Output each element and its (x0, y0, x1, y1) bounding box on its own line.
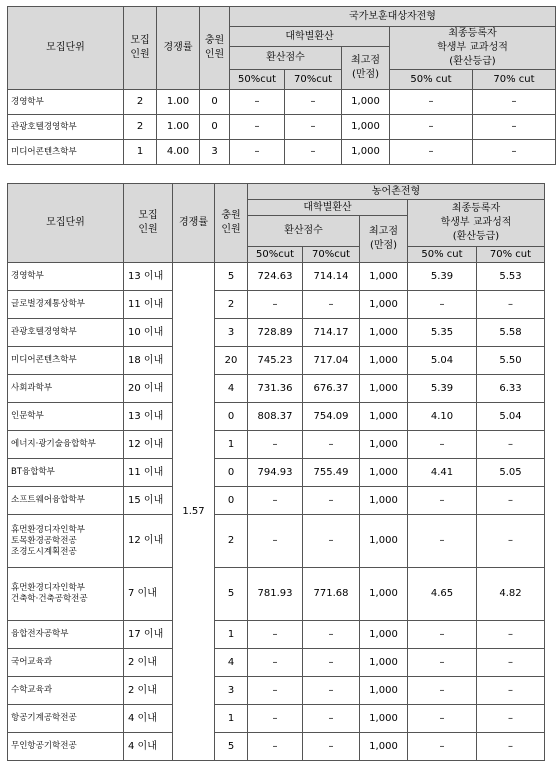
supplement: 1 (215, 431, 248, 459)
supplement: 4 (215, 375, 248, 403)
unit-name: 소프트웨어융합학부 (8, 487, 124, 515)
final-50-cut: – (408, 291, 477, 319)
unit-name: 융합전자공학부 (8, 621, 124, 649)
supplement: 4 (215, 649, 248, 677)
score-70-cut: 755.49 (303, 459, 360, 487)
table-row (8, 140, 556, 165)
unit-name: 무인항공기학전공 (8, 733, 124, 761)
final-50-cut: – (408, 733, 477, 761)
final-70-cut: – (477, 621, 545, 649)
score-70-cut: 754.09 (303, 403, 360, 431)
unit-name: BT융합학부 (8, 459, 124, 487)
max-score: 1,000 (360, 375, 408, 403)
supplement: 20 (215, 347, 248, 375)
final-70-cut: – (477, 677, 545, 705)
max-score: 1,000 (360, 263, 408, 291)
max-score: 1,000 (360, 431, 408, 459)
supplement: 0 (215, 487, 248, 515)
score-50-cut: 781.93 (248, 568, 303, 621)
max-score: 1,000 (342, 115, 390, 140)
table-row (8, 375, 545, 403)
header-quota: 모집 인원 (124, 184, 173, 263)
quota: 12 이내 (124, 515, 173, 568)
unit-name: 미디어콘텐츠학부 (8, 347, 124, 375)
unit-name: 휴먼환경디자인학부 건축학·건축공학전공 (8, 568, 124, 621)
table-row (8, 621, 545, 649)
unit-name: 국어교육과 (8, 649, 124, 677)
score-50-cut: 728.89 (248, 319, 303, 347)
header-70-cut: 70%cut (303, 247, 360, 263)
max-score: 1,000 (360, 459, 408, 487)
final-50-cut: 5.35 (408, 319, 477, 347)
quota: 10 이내 (124, 319, 173, 347)
max-score: 1,000 (360, 733, 408, 761)
max-score: 1,000 (360, 568, 408, 621)
max-score: 1,000 (360, 319, 408, 347)
score-70-cut: – (303, 291, 360, 319)
header-unit: 모집단위 (8, 7, 124, 90)
quota: 17 이내 (124, 621, 173, 649)
max-score: 1,000 (360, 621, 408, 649)
header-converted-score: 환산점수 (230, 47, 342, 70)
score-50-cut: – (230, 90, 285, 115)
table-row (8, 705, 545, 733)
score-50-cut: 731.36 (248, 375, 303, 403)
final-70-cut: – (477, 487, 545, 515)
quota: 4 이내 (124, 705, 173, 733)
score-50-cut: – (230, 115, 285, 140)
quota: 11 이내 (124, 291, 173, 319)
header-university-conversion: 대학별환산 (230, 27, 390, 47)
score-50-cut: – (248, 649, 303, 677)
header-admission-group: 농어촌전형 (248, 184, 545, 200)
final-70-cut: – (477, 515, 545, 568)
final-50-cut: 5.39 (408, 375, 477, 403)
supplement: 3 (215, 677, 248, 705)
final-50-cut: 5.39 (408, 263, 477, 291)
table-row (8, 568, 545, 621)
supplement: 2 (215, 515, 248, 568)
ratio: 4.00 (157, 140, 200, 165)
quota: 18 이내 (124, 347, 173, 375)
final-70-cut: 4.82 (477, 568, 545, 621)
score-70-cut: – (303, 705, 360, 733)
score-50-cut: – (248, 733, 303, 761)
max-score: 1,000 (360, 677, 408, 705)
final-50-cut: 5.04 (408, 347, 477, 375)
max-score: 1,000 (360, 649, 408, 677)
final-70-cut: – (473, 90, 556, 115)
supplement: 0 (215, 403, 248, 431)
final-50-cut: 4.10 (408, 403, 477, 431)
header-unit: 모집단위 (8, 184, 124, 263)
competition-ratio-merged: 1.57 (173, 263, 215, 761)
unit-name: 인문학부 (8, 403, 124, 431)
score-50-cut: – (248, 431, 303, 459)
score-70-cut: – (285, 90, 342, 115)
header-university-conversion: 대학별환산 (248, 200, 408, 216)
quota: 1 (124, 140, 157, 165)
header-supplement: 충원 인원 (200, 7, 230, 90)
supplement: 1 (215, 705, 248, 733)
table-row (8, 431, 545, 459)
header-ratio: 경쟁률 (157, 7, 200, 90)
score-50-cut: – (248, 705, 303, 733)
final-70-cut: 6.33 (477, 375, 545, 403)
quota: 13 이내 (124, 403, 173, 431)
header-final-70-cut: 70% cut (477, 247, 545, 263)
header-final-50-cut: 50% cut (390, 70, 473, 90)
final-70-cut: – (477, 431, 545, 459)
table-row (8, 115, 556, 140)
final-70-cut: 5.53 (477, 263, 545, 291)
score-70-cut: 714.14 (303, 263, 360, 291)
table-row (8, 347, 545, 375)
supplement: 3 (215, 319, 248, 347)
score-70-cut: – (303, 431, 360, 459)
final-70-cut: – (477, 649, 545, 677)
score-50-cut: 794.93 (248, 459, 303, 487)
table-row (8, 90, 556, 115)
final-70-cut: – (473, 115, 556, 140)
score-50-cut: – (230, 140, 285, 165)
max-score: 1,000 (360, 291, 408, 319)
table-row (8, 487, 545, 515)
quota: 2 이내 (124, 649, 173, 677)
quota: 2 이내 (124, 677, 173, 705)
score-50-cut: – (248, 291, 303, 319)
header-converted-score: 환산점수 (248, 216, 360, 247)
score-70-cut: – (303, 487, 360, 515)
header-max-score: 최고점 (만점) (342, 47, 390, 90)
unit-name: 에너지·광기술융합학부 (8, 431, 124, 459)
final-70-cut: – (473, 140, 556, 165)
unit-name: 경영학부 (8, 90, 124, 115)
header-max-score: 최고점 (만점) (360, 216, 408, 263)
final-50-cut: – (408, 515, 477, 568)
score-50-cut: 724.63 (248, 263, 303, 291)
final-70-cut: – (477, 733, 545, 761)
header-50-cut: 50%cut (230, 70, 285, 90)
header-ratio: 경쟁률 (173, 184, 215, 263)
score-70-cut: – (303, 515, 360, 568)
unit-name: 관광호텔경영학부 (8, 115, 124, 140)
final-50-cut: 4.65 (408, 568, 477, 621)
quota: 15 이내 (124, 487, 173, 515)
final-50-cut: – (408, 705, 477, 733)
table-row (8, 649, 545, 677)
table-row (8, 263, 545, 291)
unit-name: 수학교육과 (8, 677, 124, 705)
final-70-cut: – (477, 291, 545, 319)
ratio: 1.00 (157, 90, 200, 115)
supplement: 0 (200, 90, 230, 115)
score-70-cut: 771.68 (303, 568, 360, 621)
final-50-cut: – (390, 115, 473, 140)
max-score: 1,000 (360, 515, 408, 568)
header-final-registrant: 최종등록자 학생부 교과성적 (환산등급) (408, 200, 545, 247)
final-50-cut: – (390, 90, 473, 115)
quota: 4 이내 (124, 733, 173, 761)
score-70-cut: – (303, 733, 360, 761)
max-score: 1,000 (360, 403, 408, 431)
supplement: 1 (215, 621, 248, 649)
supplement: 5 (215, 263, 248, 291)
supplement: 2 (215, 291, 248, 319)
final-50-cut: – (408, 431, 477, 459)
table-row (8, 403, 545, 431)
quota: 11 이내 (124, 459, 173, 487)
score-70-cut: 714.17 (303, 319, 360, 347)
final-50-cut: – (408, 649, 477, 677)
quota: 7 이내 (124, 568, 173, 621)
quota: 2 (124, 115, 157, 140)
supplement: 5 (215, 733, 248, 761)
unit-name: 글로벌경제통상학부 (8, 291, 124, 319)
table-row (8, 459, 545, 487)
score-70-cut: – (303, 677, 360, 705)
final-50-cut: – (408, 621, 477, 649)
final-70-cut: 5.58 (477, 319, 545, 347)
table-row (8, 291, 545, 319)
veterans-admission-table (7, 6, 556, 165)
unit-name: 미디어콘텐츠학부 (8, 140, 124, 165)
score-70-cut: 717.04 (303, 347, 360, 375)
max-score: 1,000 (360, 487, 408, 515)
unit-name: 휴먼환경디자인학부 토목환경공학전공 조경도시계획전공 (8, 515, 124, 568)
supplement: 3 (200, 140, 230, 165)
score-70-cut: – (303, 621, 360, 649)
table-row (8, 677, 545, 705)
unit-name: 항공기계공학전공 (8, 705, 124, 733)
score-50-cut: – (248, 515, 303, 568)
header-admission-group: 국가보훈대상자전형 (230, 7, 556, 27)
table-row (8, 319, 545, 347)
supplement: 0 (215, 459, 248, 487)
table-row (8, 515, 545, 568)
final-70-cut: 5.05 (477, 459, 545, 487)
score-50-cut: – (248, 621, 303, 649)
quota: 20 이내 (124, 375, 173, 403)
score-50-cut: – (248, 487, 303, 515)
supplement: 5 (215, 568, 248, 621)
quota: 2 (124, 90, 157, 115)
final-70-cut: – (477, 705, 545, 733)
max-score: 1,000 (342, 90, 390, 115)
quota: 13 이내 (124, 263, 173, 291)
max-score: 1,000 (360, 347, 408, 375)
score-50-cut: 745.23 (248, 347, 303, 375)
header-final-registrant: 최종등록자 학생부 교과성적 (환산등급) (390, 27, 556, 70)
final-70-cut: 5.04 (477, 403, 545, 431)
final-50-cut: – (408, 677, 477, 705)
score-50-cut: 808.37 (248, 403, 303, 431)
ratio: 1.00 (157, 115, 200, 140)
final-70-cut: 5.50 (477, 347, 545, 375)
supplement: 0 (200, 115, 230, 140)
header-50-cut: 50%cut (248, 247, 303, 263)
table-row (8, 733, 545, 761)
unit-name: 경영학부 (8, 263, 124, 291)
unit-name: 사회과학부 (8, 375, 124, 403)
rural-admission-table (7, 183, 545, 761)
final-50-cut: – (408, 487, 477, 515)
score-50-cut: – (248, 677, 303, 705)
header-final-50-cut: 50% cut (408, 247, 477, 263)
score-70-cut: 676.37 (303, 375, 360, 403)
score-70-cut: – (303, 649, 360, 677)
final-50-cut: – (390, 140, 473, 165)
score-70-cut: – (285, 140, 342, 165)
score-70-cut: – (285, 115, 342, 140)
unit-name: 관광호텔경영학부 (8, 319, 124, 347)
header-supplement: 충원 인원 (215, 184, 248, 263)
header-quota: 모집 인원 (124, 7, 157, 90)
header-final-70-cut: 70% cut (473, 70, 556, 90)
quota: 12 이내 (124, 431, 173, 459)
max-score: 1,000 (360, 705, 408, 733)
final-50-cut: 4.41 (408, 459, 477, 487)
max-score: 1,000 (342, 140, 390, 165)
header-70-cut: 70%cut (285, 70, 342, 90)
